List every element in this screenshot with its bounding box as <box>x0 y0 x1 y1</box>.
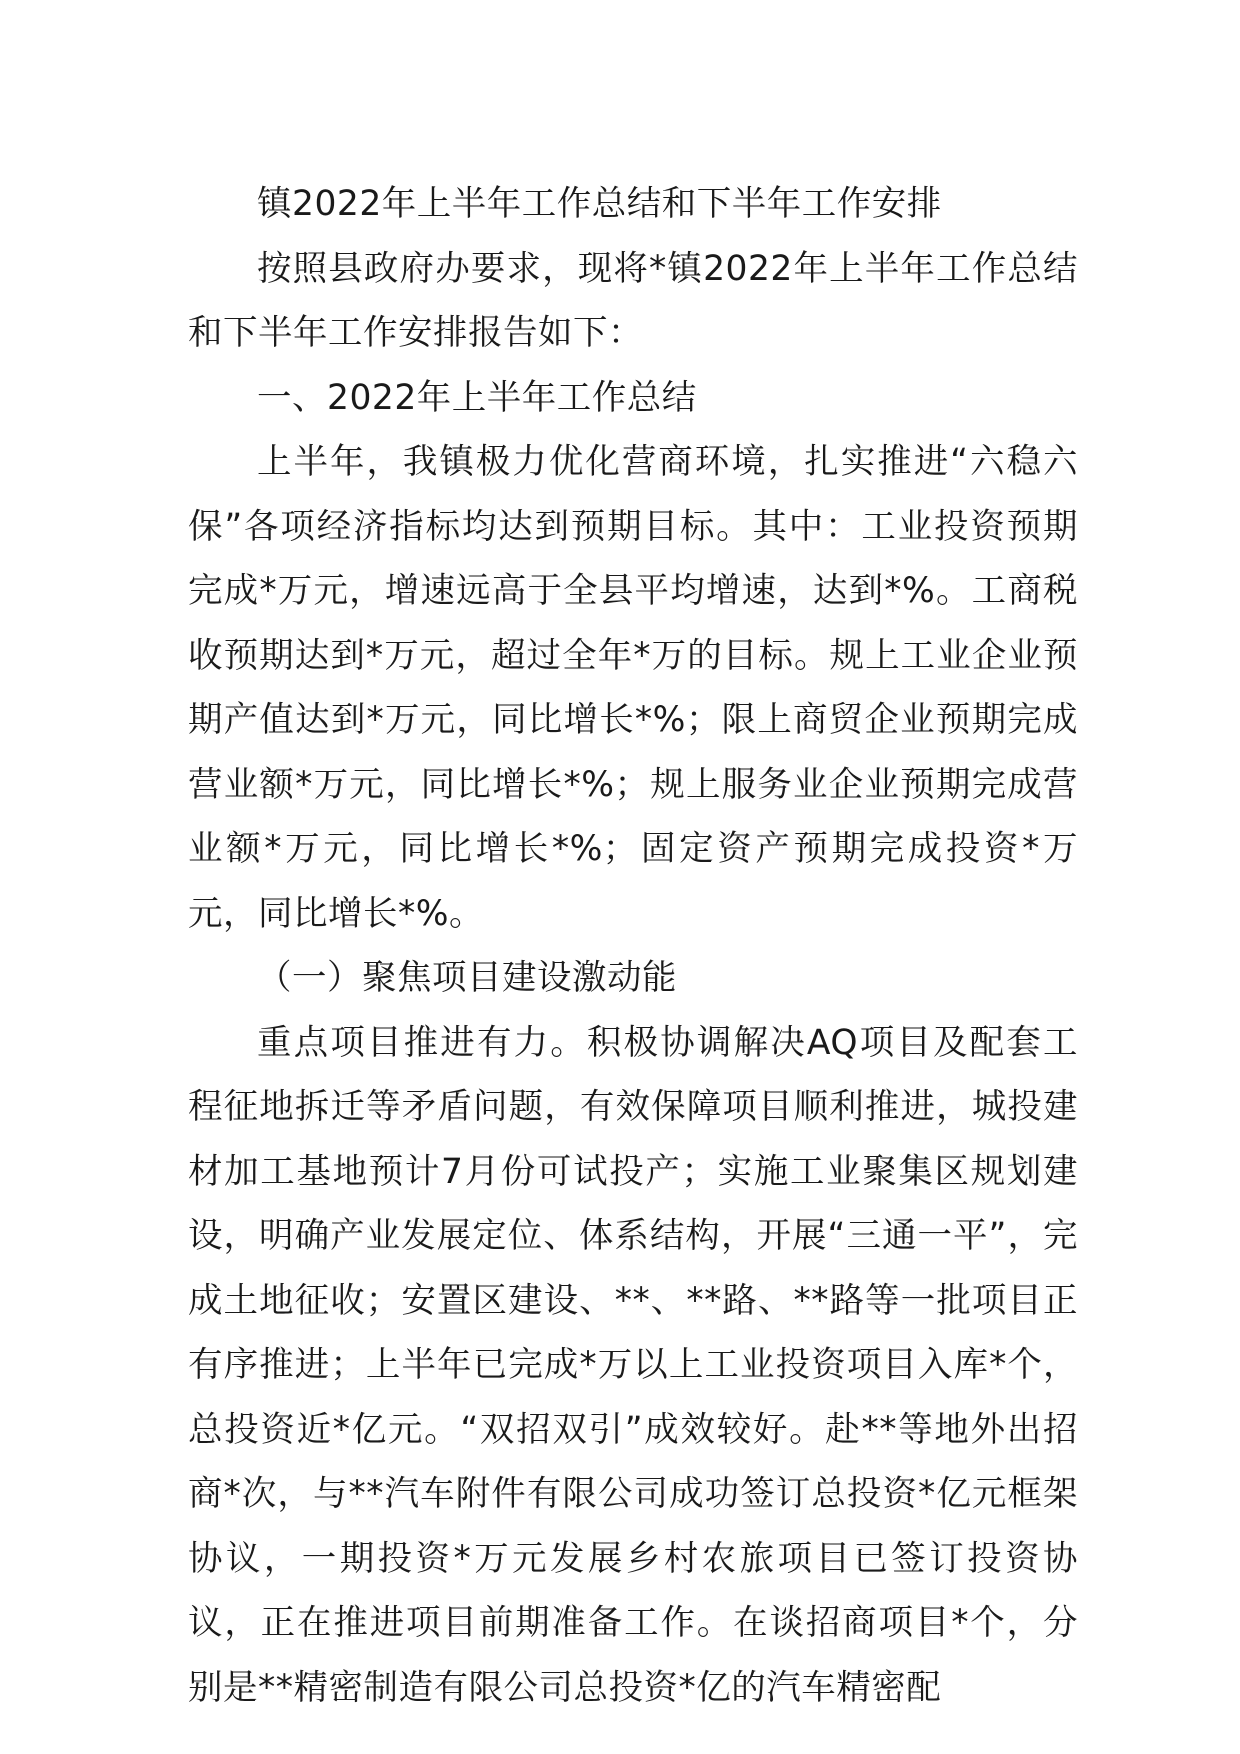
project-paragraph: 重点项目推进有力。积极协调解决AQ项目及配套工程征地拆迁等矛盾问题，有效保障项目顺利推进，城投建材加工基地预计7月份可试投产；实施工业聚集区规划建设，明确产业发展定位、体系结构，开展“三通一平”，完成土地征收；安置区建设、**、**路、**路等一批项目正有序推进；上半年已完成*万以上工业投资项目入库*个，总投资近*亿元。“双招双引”成效较好。赴**等地外出招商*次，与**汽车附件有限公司成功签订总投资*亿元框架协议，一期投资*万元发展乡村农旅项目已签订投资协议，正在推进项目前期准备工作。在谈招商项目*个，分别是**精密制造有限公司总投资*亿的汽车精密配 <box>188 1022 1078 1708</box>
summary-paragraph: 上半年，我镇极力优化营商环境，扎实推进“六稳六保”各项经济指标均达到预期目标。其中：工业投资预期完成*万元，增速远高于全县平均增速，达到*%。工商税收预期达到*万元，超过全年*万的目标。规上工业企业预期产值达到*万元，同比增长*%；限上商贸企业预期完成营业额*万元，同比增长*%；规上服务业企业预期完成营业额*万元，同比增长*%；固定资产预期完成投资*万元，同比增长*%。 <box>188 442 1078 934</box>
document-title: 镇2022年上半年工作总结和下半年工作安排 <box>257 184 942 224</box>
intro-paragraph: 按照县政府办要求，现将*镇2022年上半年工作总结和下半年工作安排报告如下： <box>188 248 1078 353</box>
subsection-heading: （一）聚焦项目建设激动能 <box>257 958 677 998</box>
document-body <box>188 172 1078 1720</box>
section-heading: 一、2022年上半年工作总结 <box>257 377 697 418</box>
